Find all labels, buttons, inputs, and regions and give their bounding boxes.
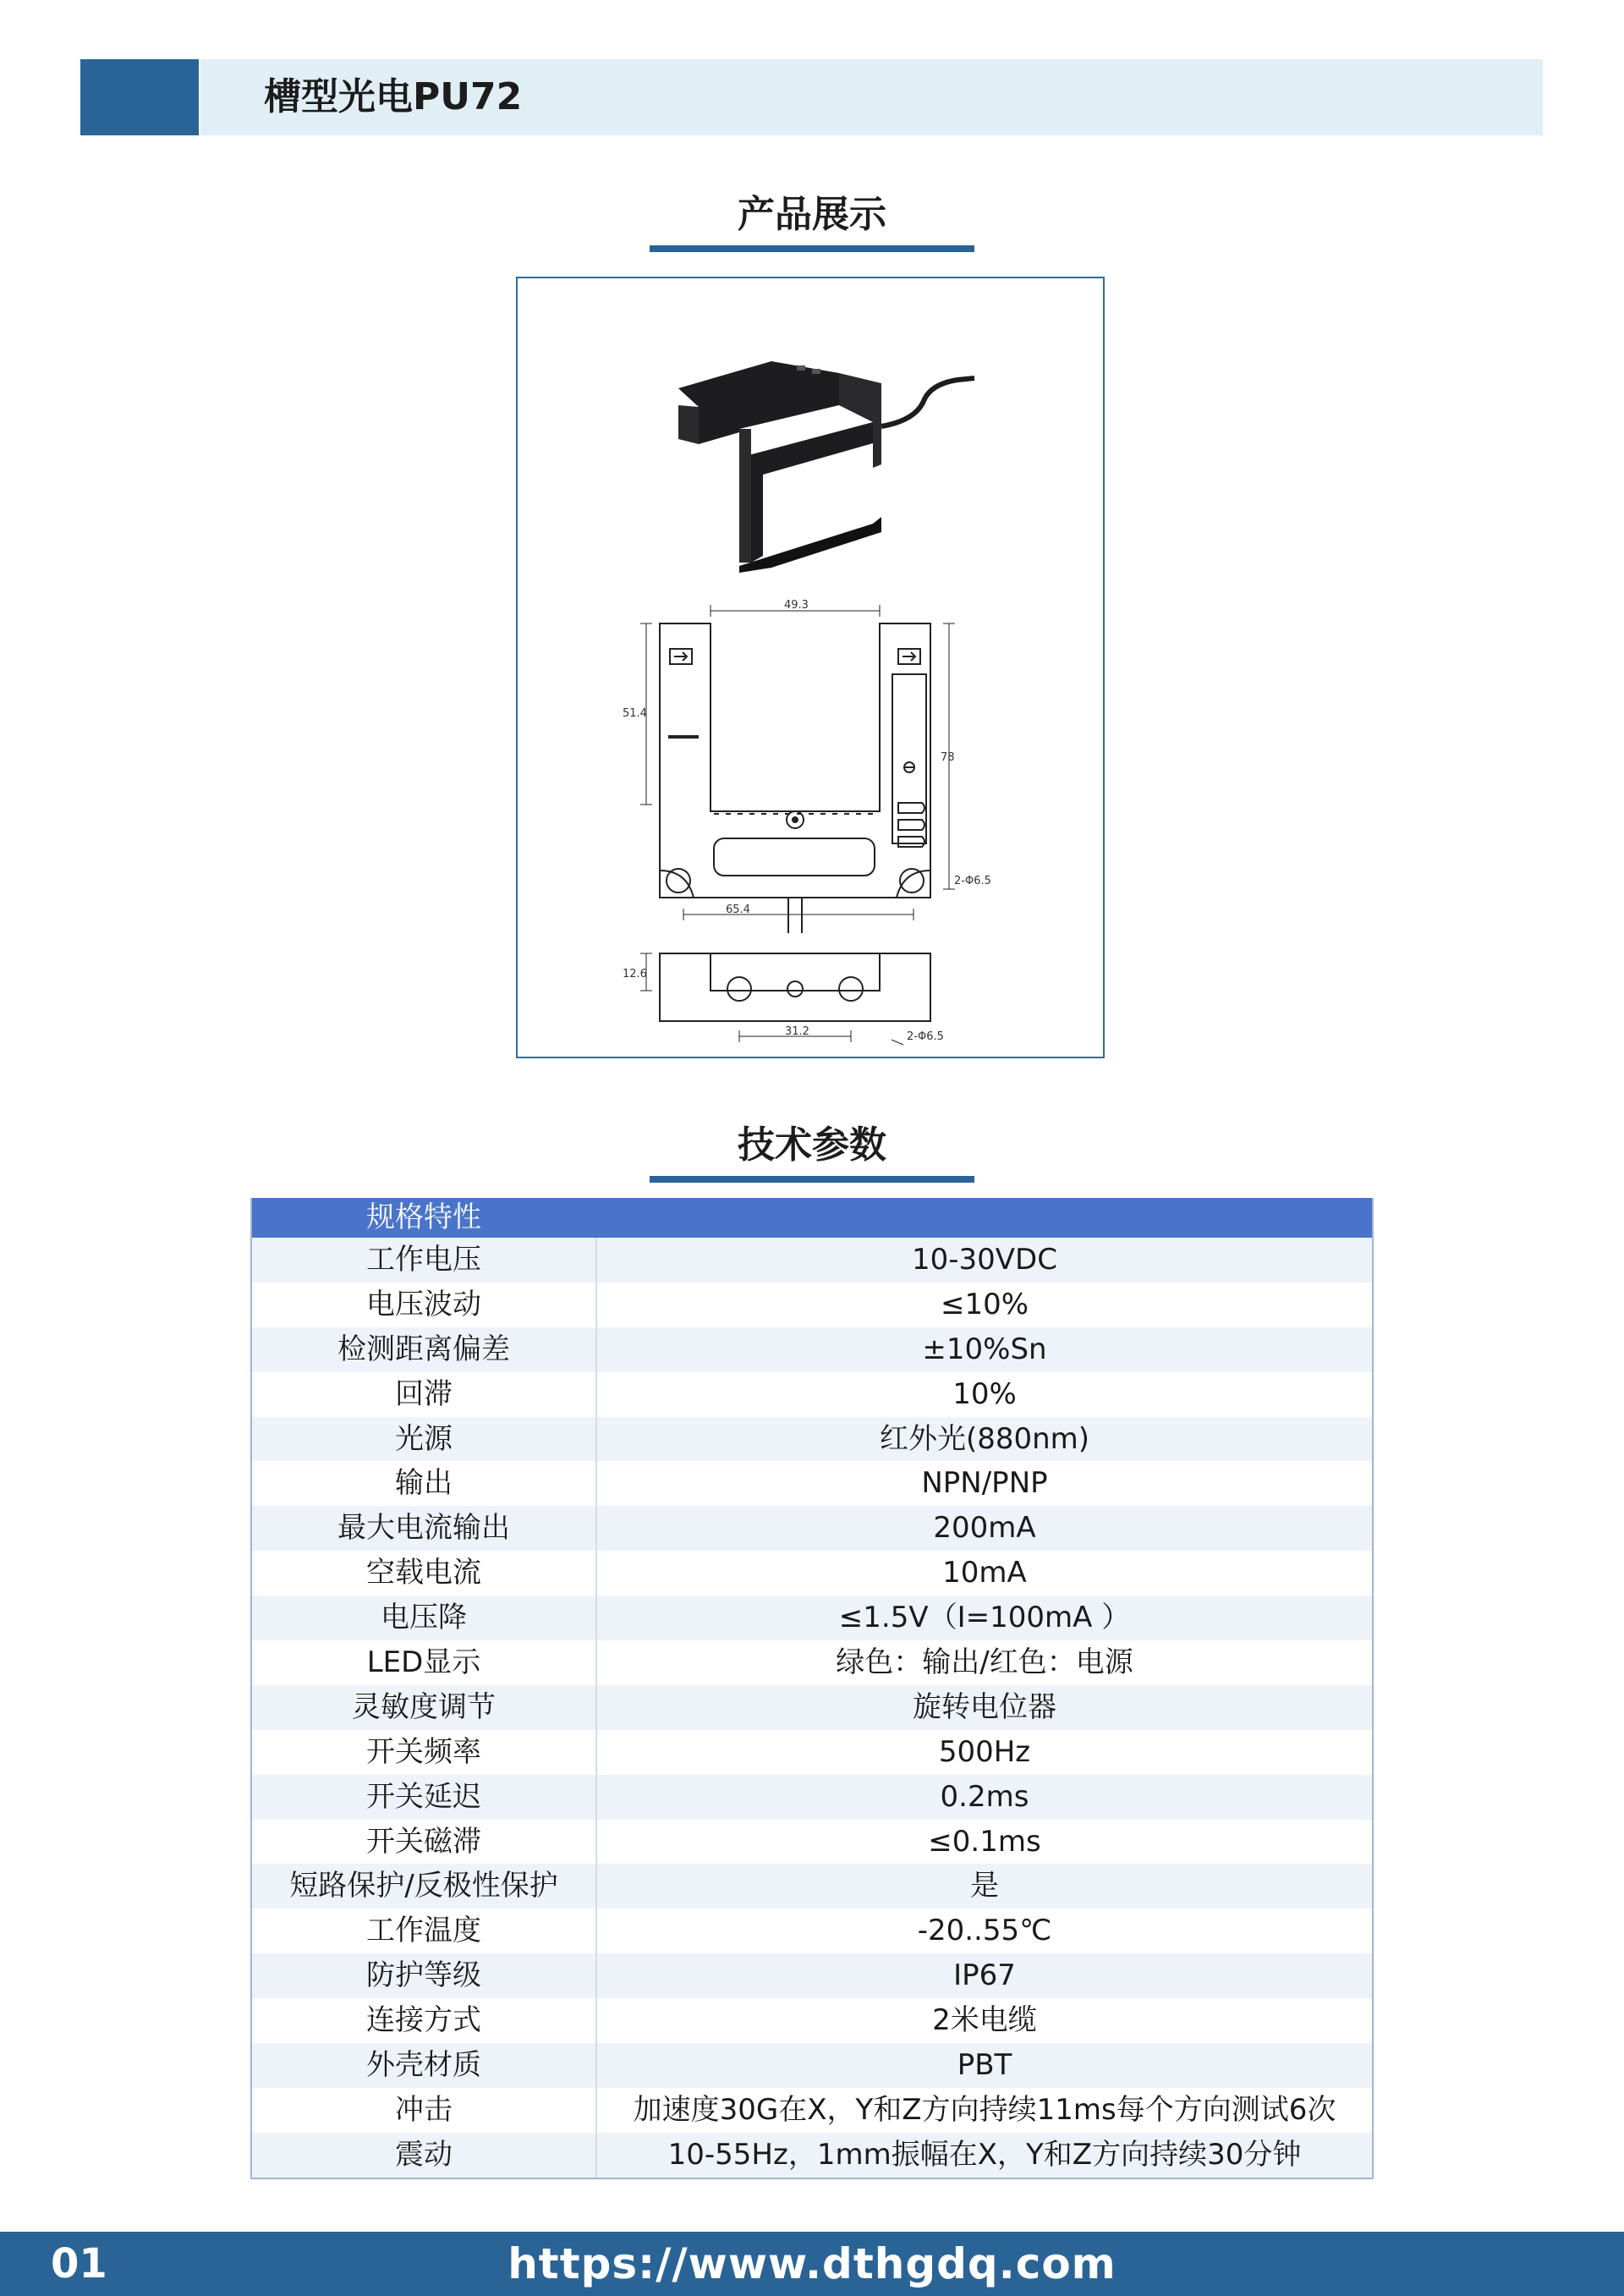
table-row [252, 1909, 1372, 1953]
website-url: https://www.dthgdq.com [508, 2239, 1116, 2288]
spec-name: 灵敏度调节 [252, 1685, 597, 1730]
spec-name: 外壳材质 [252, 2043, 597, 2088]
spec-value: ≤0.1ms [928, 1824, 1041, 1859]
table-row [252, 1820, 1372, 1865]
page-number: 01 [51, 2240, 107, 2288]
section-underline-product [650, 245, 974, 252]
spec-name: 冲击 [252, 2088, 597, 2133]
spec-name: 电压降 [252, 1596, 597, 1640]
spec-value: 0.2ms [940, 1779, 1029, 1814]
table-row [252, 1640, 1372, 1685]
section-title-specs: 技术参数 [738, 1123, 886, 1167]
table-row [252, 1953, 1372, 1998]
table-row [252, 1730, 1372, 1775]
spec-name: 工作电压 [252, 1238, 597, 1283]
dim-label-right: 78 [941, 751, 955, 764]
spec-name: 回滞 [252, 1372, 597, 1417]
page-title: 槽型光电PU72 [264, 75, 523, 118]
spec-value: NPN/PNP [921, 1466, 1048, 1501]
table-row [252, 1238, 1372, 1283]
spec-name: 电压波动 [252, 1283, 597, 1327]
table-row [252, 1685, 1372, 1730]
technical-drawing-front [640, 605, 955, 933]
table-row [252, 1327, 1372, 1372]
spec-value: ≤10% [940, 1287, 1029, 1321]
table-row [252, 2088, 1372, 2133]
product-image-frame [516, 277, 1105, 1058]
header-accent-block [80, 59, 199, 135]
spec-name: 连接方式 [252, 1998, 597, 2043]
spec-name: 空载电流 [252, 1551, 597, 1596]
spec-name: 最大电流输出 [252, 1506, 597, 1551]
table-row [252, 2043, 1372, 2088]
spec-value: 10% [952, 1376, 1017, 1411]
spec-value: ±10%Sn [922, 1332, 1047, 1366]
spec-value: 200mA [933, 1511, 1036, 1546]
spec-name: 开关频率 [252, 1730, 597, 1775]
table-row [252, 1417, 1372, 1462]
spec-name: 输出 [252, 1461, 597, 1506]
footer-bar [0, 2232, 1624, 2296]
table-row [252, 1372, 1372, 1417]
dim-label-spacing: 31.2 [785, 1025, 809, 1038]
dim-label-holes-2: 2-Φ6.5 [907, 1030, 944, 1043]
spec-value: 10-30VDC [912, 1243, 1057, 1277]
spec-value: 加速度30G在X，Y和Z方向持续11ms每个方向测试6次 [633, 2092, 1336, 2127]
dim-label-top: 49.3 [784, 599, 809, 612]
spec-name: LED显示 [252, 1640, 597, 1685]
spec-name: 检测距离偏差 [252, 1327, 597, 1372]
table-row [252, 1551, 1372, 1596]
product-illustration [518, 278, 1103, 1057]
table-row [252, 1998, 1372, 2043]
table-row [252, 2133, 1372, 2178]
spec-header-label: 规格特性 [366, 1200, 481, 1234]
spec-value: 500Hz [938, 1734, 1031, 1769]
spec-value: PBT [957, 2048, 1012, 2083]
spec-name: 短路保护/反极性保护 [252, 1864, 597, 1909]
spec-name: 开关延迟 [252, 1775, 597, 1820]
spec-value: -20..55℃ [917, 1914, 1052, 1948]
dim-label-bottom: 65.4 [726, 904, 750, 916]
spec-value: 旋转电位器 [913, 1689, 1056, 1724]
spec-name: 光源 [252, 1417, 597, 1462]
table-row [252, 1864, 1372, 1909]
spec-name: 开关磁滞 [252, 1820, 597, 1865]
spec-value: 绿色：输出/红色：电源 [836, 1645, 1133, 1680]
spec-table-body [252, 1238, 1372, 2178]
spec-value: 2米电缆 [932, 2003, 1037, 2038]
table-row [252, 1283, 1372, 1327]
table-row [252, 1775, 1372, 1820]
table-row [252, 1461, 1372, 1506]
dim-label-side: 12.6 [623, 968, 647, 980]
section-title-product: 产品展示 [738, 193, 886, 236]
spec-value: 是 [970, 1869, 999, 1903]
spec-value: IP67 [953, 1958, 1016, 1993]
spec-table-header [252, 1198, 1372, 1238]
spec-name: 防护等级 [252, 1953, 597, 1998]
spec-value: 10mA [942, 1556, 1027, 1590]
spec-name: 震动 [252, 2133, 597, 2178]
table-row [252, 1596, 1372, 1640]
spec-table [250, 1198, 1374, 2179]
section-underline-specs [650, 1176, 974, 1183]
spec-value: 10-55Hz，1mm振幅在X，Y和Z方向持续30分钟 [667, 2137, 1302, 2172]
spec-value: ≤1.5V（I=100mA ） [838, 1601, 1131, 1635]
table-row [252, 1506, 1372, 1551]
sensor-photo [678, 361, 974, 573]
dim-label-left: 51.4 [623, 707, 647, 720]
spec-value: 红外光(880nm) [879, 1421, 1090, 1456]
dim-label-holes: 2-Φ6.5 [954, 875, 991, 887]
spec-name: 工作温度 [252, 1909, 597, 1953]
